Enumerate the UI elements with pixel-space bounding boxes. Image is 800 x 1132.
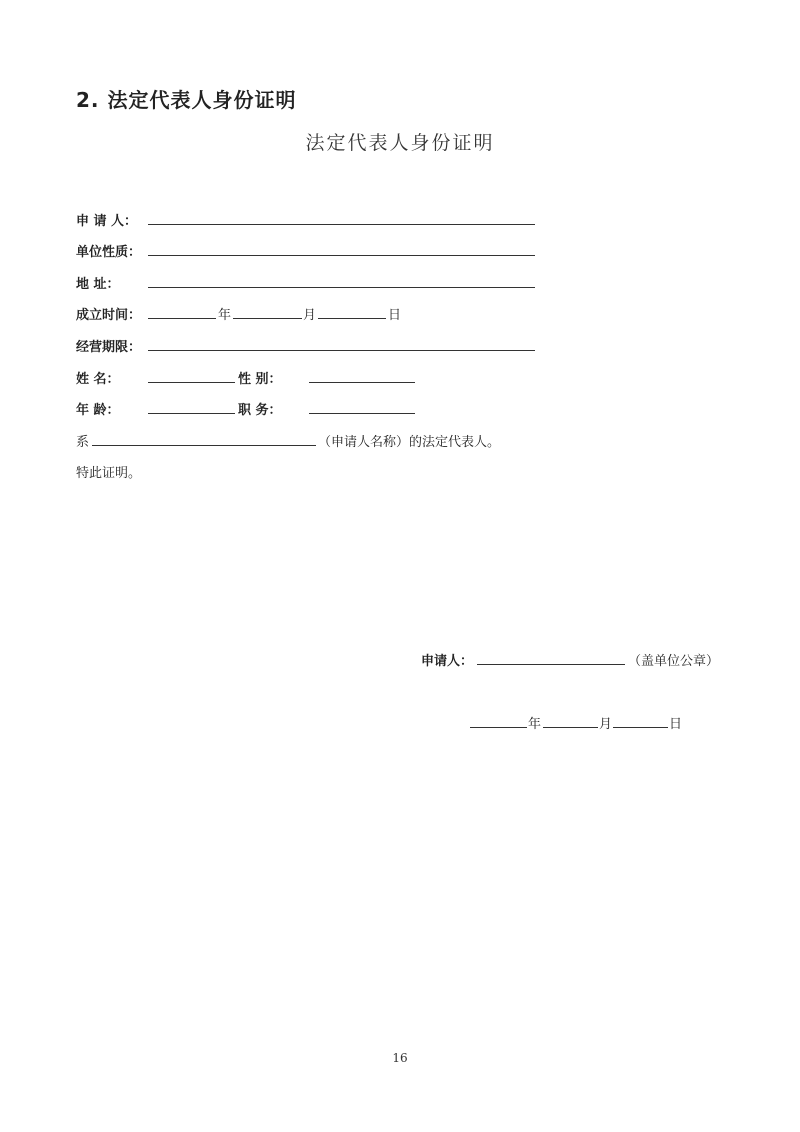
established-month-field[interactable] — [233, 318, 302, 319]
applicant-label: 申 请 人： — [76, 214, 138, 229]
age-field[interactable] — [148, 413, 235, 414]
certify-text: 特此证明。 — [76, 466, 142, 481]
position-label: 职 务： — [238, 403, 282, 418]
section-heading: 2. 法定代表人身份证明 — [76, 88, 297, 112]
signature-field[interactable] — [477, 664, 625, 665]
unit-nature-label: 单位性质： — [76, 245, 142, 260]
sign-month-field[interactable] — [543, 727, 598, 728]
name-field[interactable] — [148, 382, 235, 383]
document-title: 法定代表人身份证明 — [305, 132, 495, 154]
gender-field[interactable] — [309, 382, 415, 383]
business-term-field[interactable] — [148, 350, 535, 351]
statement-suffix: （申请人名称）的法定代表人。 — [318, 435, 501, 450]
year-unit: 年 — [218, 308, 232, 323]
seal-note: （盖单位公章） — [628, 654, 720, 669]
sign-year-field[interactable] — [470, 727, 527, 728]
statement-prefix: 系 — [76, 435, 90, 450]
signature-label: 申请人： — [421, 654, 474, 669]
sign-year-unit: 年 — [528, 717, 542, 732]
page-number: 16 — [392, 1051, 408, 1065]
day-unit: 日 — [388, 308, 402, 323]
applicant-field[interactable] — [148, 224, 535, 225]
applicant-name-field[interactable] — [92, 445, 316, 446]
sign-day-field[interactable] — [613, 727, 668, 728]
address-field[interactable] — [148, 287, 535, 288]
name-label: 姓 名： — [76, 372, 120, 387]
position-field[interactable] — [309, 413, 415, 414]
established-label: 成立时间： — [76, 308, 142, 323]
sign-day-unit: 日 — [669, 717, 683, 732]
business-term-label: 经营期限： — [76, 340, 142, 355]
established-year-field[interactable] — [148, 318, 216, 319]
sign-month-unit: 月 — [599, 717, 613, 732]
unit-nature-field[interactable] — [148, 255, 535, 256]
established-day-field[interactable] — [318, 318, 386, 319]
gender-label: 性 别： — [238, 372, 282, 387]
address-label: 地 址： — [76, 277, 120, 292]
month-unit: 月 — [303, 308, 317, 323]
age-label: 年 龄： — [76, 403, 120, 418]
